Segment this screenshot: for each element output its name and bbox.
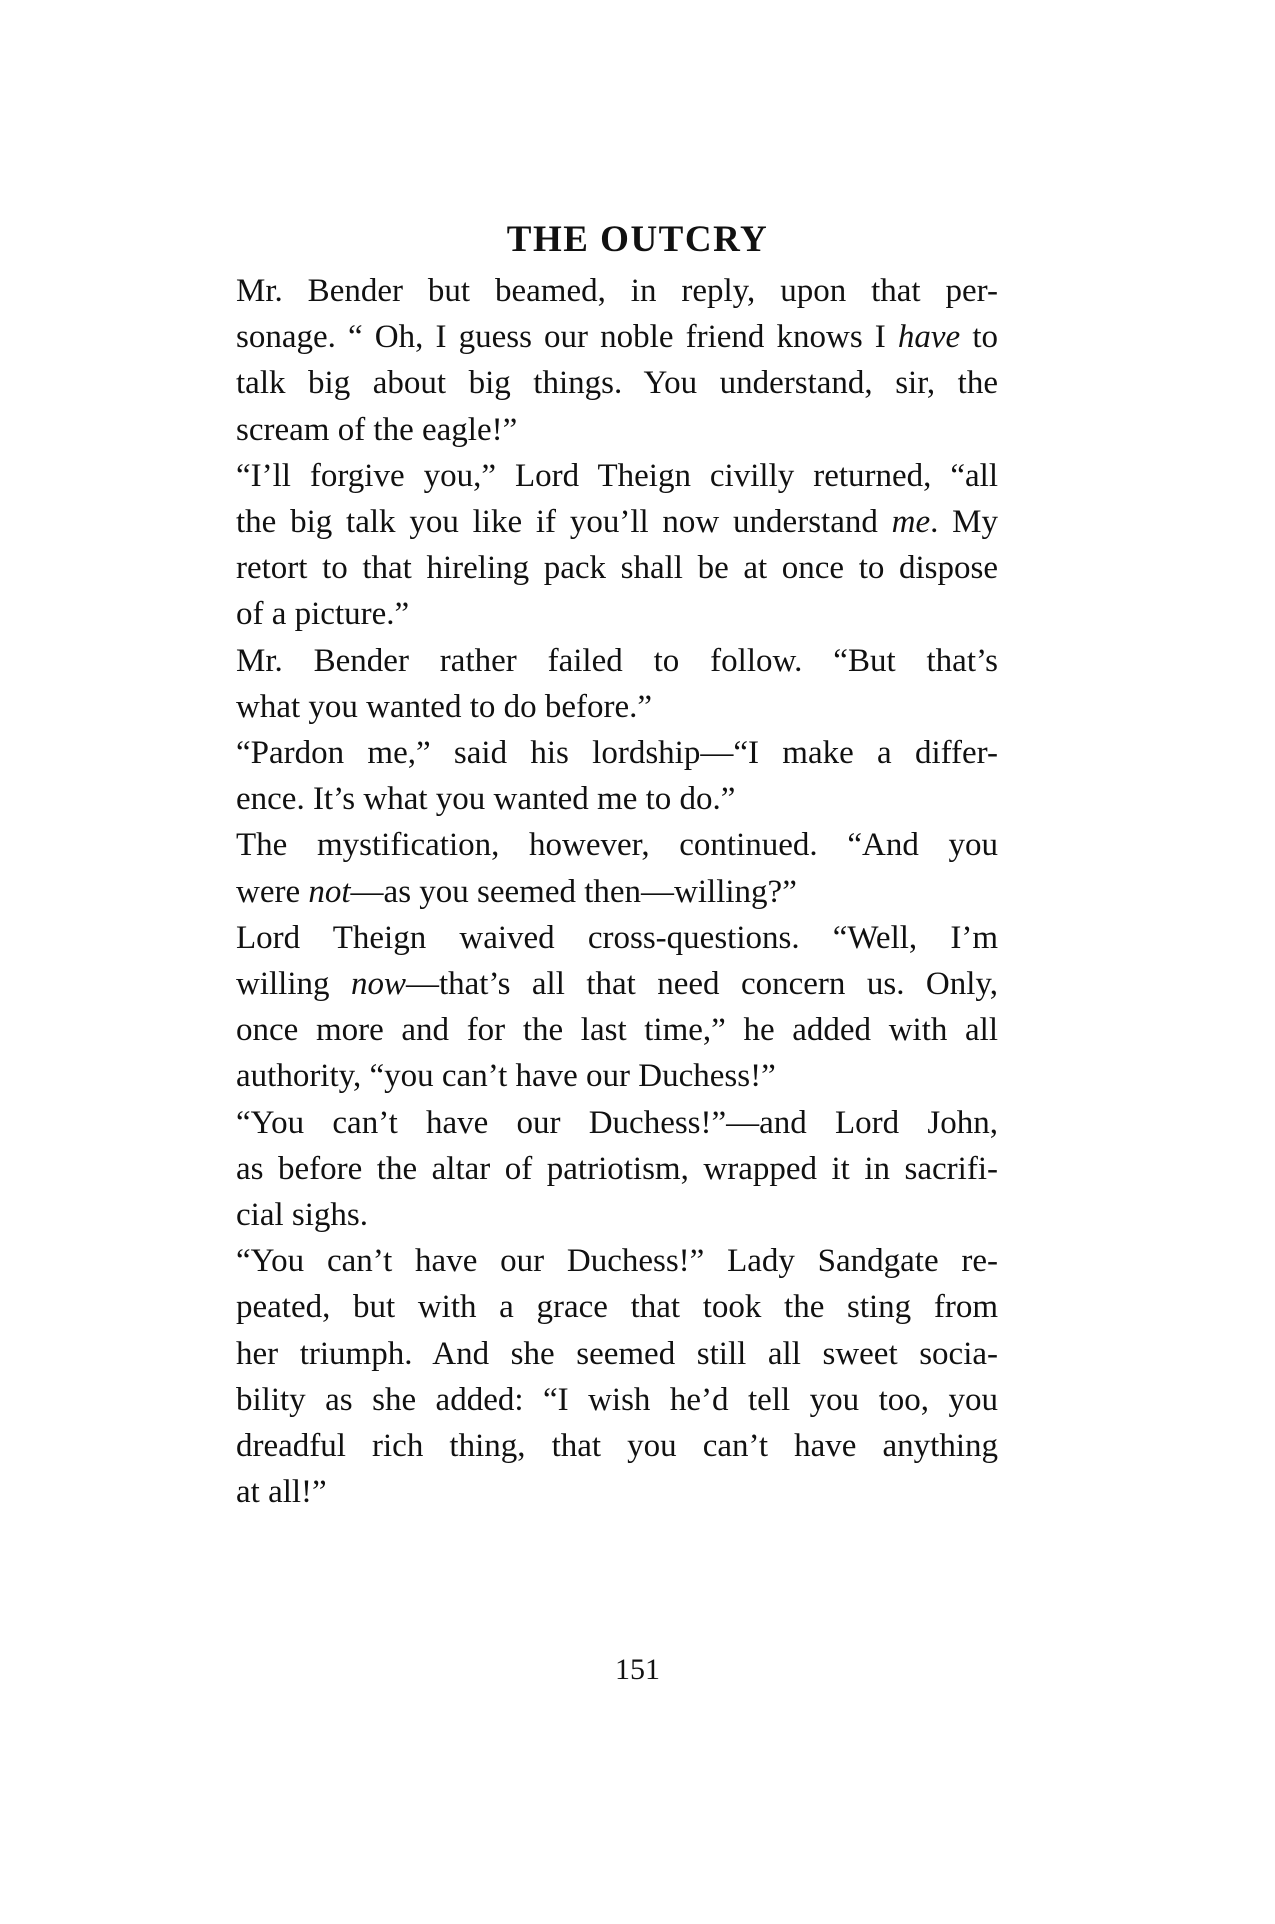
text-line: “You can’t have our Duchess!” Lady Sandgate re- <box>236 1243 998 1280</box>
paragraph-7 <box>200 1100 998 1239</box>
text-line: Lord Theign waived cross-questions. “Well, I’m <box>236 919 998 956</box>
text-line: ence. It’s what you wanted me to do.” <box>236 781 736 818</box>
text-line: bility as she added: “I wish he’d tell you too, you <box>236 1381 998 1418</box>
paragraph-8 <box>200 1238 998 1515</box>
paragraph-2 <box>200 453 998 638</box>
text-line: “Pardon me,” said his lordship—“I make a differ- <box>236 735 998 772</box>
text-line: “I’ll forgive you,” Lord Theign civilly returned, “all <box>236 457 998 494</box>
text-line: Mr. Bender but beamed, in reply, upon that per- <box>236 273 998 309</box>
paragraph-4 <box>200 730 998 822</box>
text-line: were not—as you seemed then—willing?” <box>236 873 797 910</box>
text-line: “You can’t have our Duchess!”—and Lord John, <box>236 1104 998 1141</box>
text-line: once more and for the last time,” he added with all <box>236 1012 998 1049</box>
text-line: peated, but with a grace that took the sting from <box>236 1289 998 1326</box>
text-line: what you wanted to do before.” <box>236 688 653 725</box>
text-line: the big talk you like if you’ll now understand me. My <box>236 504 999 541</box>
text-line: willing now—that’s all that need concern us. Only, <box>236 966 998 1003</box>
text-line: dreadful rich thing, that you can’t have anything <box>236 1428 998 1465</box>
text-line: Mr. Bender rather failed to follow. “But that’s <box>236 642 998 679</box>
text-line: The mystification, however, continued. “And you <box>236 827 998 864</box>
text-line: sonage. “ Oh, I guess our noble friend knows I have to <box>236 319 998 356</box>
paragraph-5 <box>200 822 998 914</box>
text-line: authority, “you can’t have our Duchess!” <box>236 1058 776 1095</box>
paragraph-1 <box>200 268 998 453</box>
paragraph-3 <box>200 638 998 730</box>
paragraph-6 <box>200 915 998 1100</box>
text-line: retort to that hireling pack shall be at once to dispose <box>236 550 998 587</box>
body-text <box>200 268 998 1515</box>
text-line: cial sighs. <box>236 1197 368 1234</box>
text-line: her triumph. And she seemed still all sweet socia- <box>236 1335 998 1372</box>
text-line: talk big about big things. You understand, sir, the <box>236 365 998 402</box>
text-line: as before the altar of patriotism, wrapped it in sacrifi- <box>236 1150 998 1187</box>
text-line: at all!” <box>236 1474 327 1511</box>
text-line: scream of the eagle!” <box>236 411 518 448</box>
page-number: 151 <box>615 1653 660 1686</box>
running-head: THE OUTCRY <box>506 219 769 260</box>
text-line: of a picture.” <box>236 596 410 633</box>
